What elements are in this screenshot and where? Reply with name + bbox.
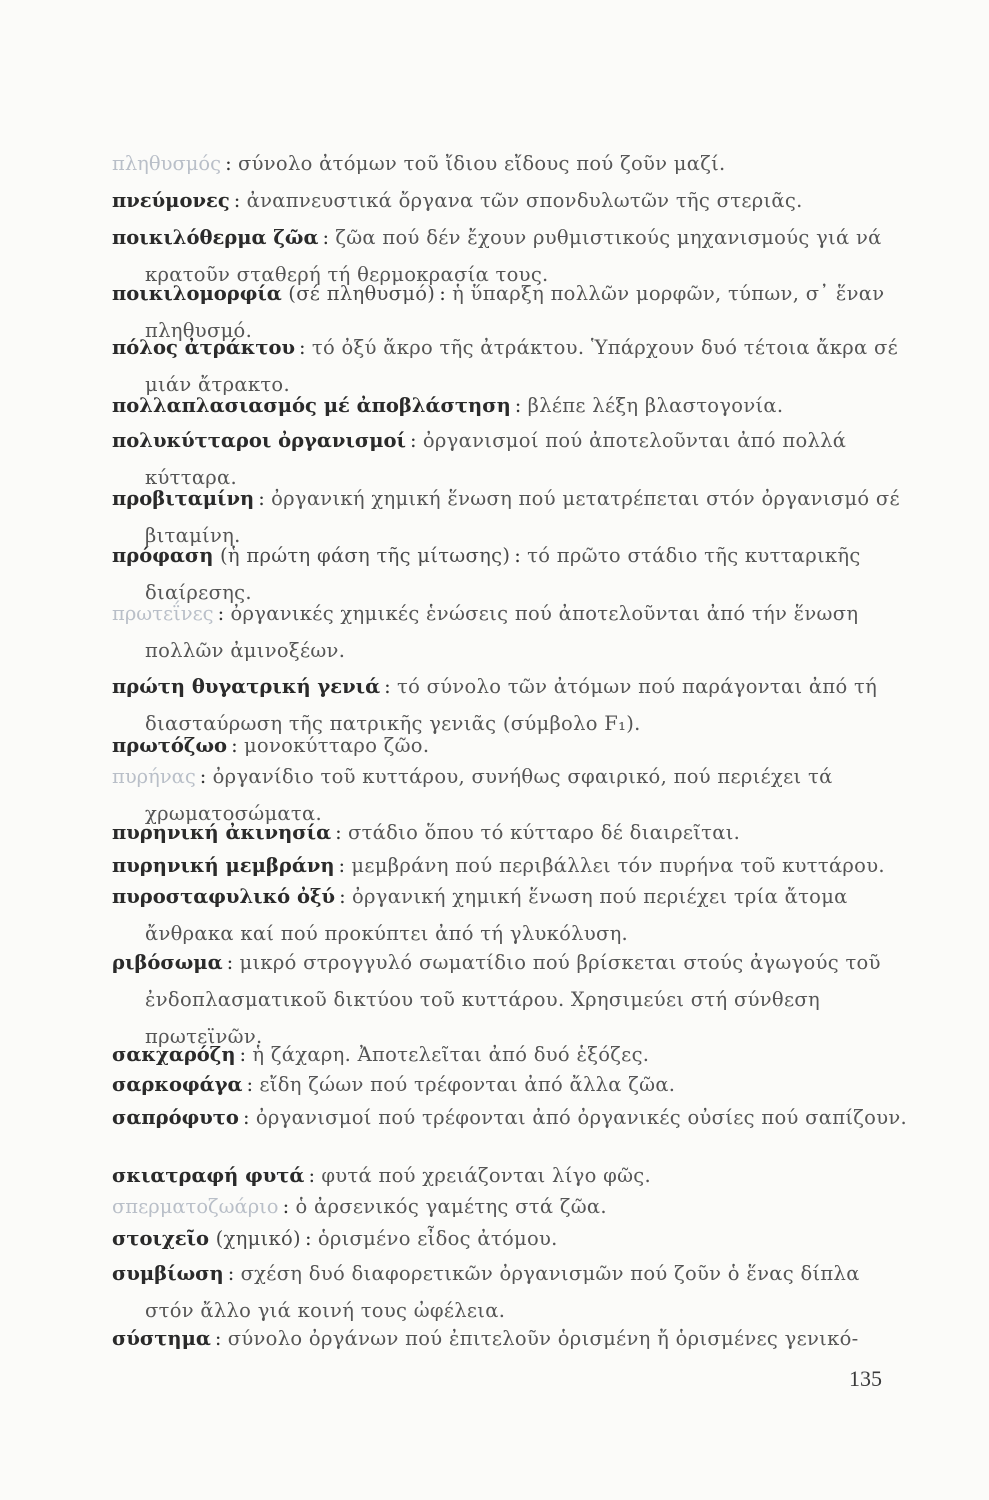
term-separator: :: [439, 282, 447, 305]
term-separator: :: [239, 1043, 247, 1066]
term-separator: :: [242, 1106, 250, 1129]
glossary-entry: [112, 814, 915, 851]
term-separator: :: [246, 1073, 254, 1096]
glossary-definition: τό πρῶτο στάδιο τῆς κυτταρικῆς διαίρεσης.: [145, 544, 861, 604]
term-separator: :: [410, 429, 417, 452]
glossary-term: ποικιλόθερμα ζῶα: [112, 226, 319, 249]
term-qualifier: (σέ πληθυσμό): [288, 282, 436, 305]
glossary-definition: φυτά πού χρειάζονται λίγο φῶς.: [321, 1164, 652, 1187]
glossary-term: σακχαρόζη: [112, 1043, 236, 1066]
glossary-term: πρόφαση: [112, 544, 214, 567]
term-separator: :: [308, 1164, 316, 1187]
glossary-term: πυροσταφυλικό ὀξύ: [112, 885, 336, 908]
term-separator: :: [226, 951, 234, 974]
glossary-definition: ὀργανίδιο τοῦ κυττάρου, συνήθως σφαιρικό, πού περιέχει τά χρωματοσώματα.: [145, 765, 833, 825]
glossary-entry: [112, 878, 915, 952]
glossary-definition: εἴδη ζώων πού τρέφονται ἀπό ἄλλα ζῶα.: [259, 1073, 676, 1096]
term-separator: :: [282, 1195, 290, 1218]
glossary-term: πρωτόζωο: [112, 734, 228, 757]
glossary-definition: ἡ ζάχαρη. Ἀποτελεῖται ἀπό δυό ἑξόζες.: [252, 1043, 650, 1066]
glossary-term: προβιταμίνη: [112, 487, 255, 510]
glossary-entry: [112, 1255, 915, 1329]
term-separator: :: [384, 675, 391, 698]
glossary-term: πνεύμονες: [112, 189, 230, 212]
glossary-definition: σχέση δυό διαφορετικῶν ὀργανισμῶν πού ζοῦν ὁ ἕνας δίπλα στόν ἄλλο γιά κοινή τους ὠφέλεια.: [145, 1262, 860, 1322]
glossary-definition: σύνολο ὀργάνων πού ἐπιτελοῦν ὁρισμένη ἤ ὁρισμένες γενικό-: [227, 1327, 859, 1350]
glossary-term: ριβόσωμα: [112, 951, 223, 974]
glossary-term: σπερματοζωάριο: [112, 1195, 279, 1218]
term-separator: :: [227, 1262, 235, 1285]
glossary-definition: ὀργανικές χημικές ἑνώσεις πού ἀποτελοῦνται ἀπό τήν ἕνωση πολλῶν ἀμινοξέων.: [145, 602, 859, 662]
term-separator: :: [335, 821, 342, 844]
glossary-entry: [112, 145, 915, 182]
glossary-definition: βλέπε λέξη βλαστογονία.: [527, 394, 784, 417]
glossary-term: σαρκοφάγα: [112, 1073, 243, 1096]
term-separator: :: [514, 544, 522, 567]
term-separator: :: [338, 854, 346, 877]
glossary-definition: ὁ ἀρσενικός γαμέτης στά ζῶα.: [295, 1195, 607, 1218]
glossary-term: συμβίωση: [112, 1262, 224, 1285]
term-separator: :: [217, 602, 225, 625]
glossary-definition: τό ὀξύ ἄκρο τῆς ἀτράκτου. Ὑπάρχουν δυό τέτοια ἄκρα σέ μιάν ἄτρακτο.: [145, 336, 898, 396]
glossary-definition: ὀργανισμοί πού ἀποτελοῦνται ἀπό πολλά κύτταρα.: [145, 429, 847, 489]
glossary-entry: [112, 1066, 915, 1103]
glossary-definition: ἡ ὕπαρξη πολλῶν μορφῶν, τύπων, σ᾿ ἕναν πληθυσμό.: [145, 282, 885, 342]
term-qualifier: (ἡ πρώτη φάση τῆς μίτωσης): [219, 544, 511, 567]
term-separator: :: [339, 885, 346, 908]
glossary-term: στοιχεῖο: [112, 1227, 210, 1250]
glossary-definition: στάδιο ὅπου τό κύτταρο δέ διαιρεῖται.: [347, 821, 741, 844]
term-separator: :: [233, 189, 241, 212]
page-number: 135: [849, 1366, 882, 1391]
glossary-term: πυρηνική μεμβράνη: [112, 854, 335, 877]
glossary-entry: [112, 387, 915, 424]
glossary-definition: τό σύνολο τῶν ἀτόμων πού παράγονται ἀπό τή διασταύρωση τῆς πατρικῆς γενιᾶς (σύμβολο F₁).: [145, 675, 878, 735]
glossary-entry: [112, 182, 915, 219]
glossary-entry: [112, 595, 915, 669]
glossary-term: πρώτη θυγατρική γενιά: [112, 675, 381, 698]
term-separator: :: [231, 734, 238, 757]
glossary-definition: ὁρισμένο εἶδος ἀτόμου.: [317, 1227, 558, 1250]
term-separator: :: [304, 1227, 312, 1250]
glossary-definition: ὀργανισμοί πού τρέφονται ἀπό ὀργανικές οὐσίες πού σαπίζουν.: [255, 1106, 908, 1129]
glossary-definition: ὀργανική χημική ἕνωση πού περιέχει τρία ἄτομα ἄνθρακα καί πού προκύπτει ἀπό τή γλυκόλυση.: [145, 885, 848, 945]
term-separator: :: [199, 765, 207, 788]
term-separator: :: [299, 336, 306, 359]
glossary-term: πυρήνας: [112, 765, 196, 788]
glossary-entry: [112, 1099, 915, 1136]
glossary-term: πρωτεΐνες: [112, 602, 214, 625]
term-qualifier: (χημικό): [215, 1227, 301, 1250]
glossary-definition: μεμβράνη πού περιβάλλει τόν πυρήνα τοῦ κυττάρου.: [351, 854, 885, 877]
glossary-term: πολλαπλασιασμός μέ ἀποβλάστηση: [112, 394, 511, 417]
glossary-definition: ἀναπνευστικά ὄργανα τῶν σπονδυλωτῶν τῆς στεριᾶς.: [246, 189, 803, 212]
glossary-definition: ὀργανική χημική ἕνωση πού μετατρέπεται στόν ὀργανισμό σέ βιταμίνη.: [145, 487, 900, 547]
glossary-term: πληθυσμός: [112, 152, 222, 175]
glossary-term: σκιατραφή φυτά: [112, 1164, 305, 1187]
glossary-definition: μονοκύτταρο ζῶο.: [243, 734, 430, 757]
glossary-entry: [112, 1320, 915, 1357]
term-separator: :: [322, 226, 330, 249]
glossary-definition: ζῶα πού δέν ἔχουν ρυθμιστικούς μηχανισμούς γιά νά κρατοῦν σταθερή τή θερμοκρασία τους.: [145, 226, 882, 286]
glossary-definition: μικρό στρογγυλό σωματίδιο πού βρίσκεται στούς ἀγωγούς τοῦ ἐνδοπλασματικοῦ δικτύου τοῦ κυττάρου. Χρησιμεύει στή σύνθεση πρωτεϊνῶν.: [145, 951, 881, 1048]
glossary-term: σαπρόφυτο: [112, 1106, 239, 1129]
glossary-entry: [112, 1220, 915, 1257]
glossary-definition: σύνολο ἀτόμων τοῦ ἴδιου εἴδους πού ζοῦν μαζί.: [237, 152, 726, 175]
glossary-term: σύστημα: [112, 1327, 211, 1350]
glossary-term: πυρηνική ἀκινησία: [112, 821, 332, 844]
glossary-term: πολυκύτταροι ὀργανισμοί: [112, 429, 406, 452]
glossary-term: ποικιλομορφία: [112, 282, 282, 305]
term-separator: :: [225, 152, 232, 175]
term-separator: :: [258, 487, 266, 510]
term-separator: :: [214, 1327, 222, 1350]
glossary-term: πόλος ἀτράκτου: [112, 336, 295, 359]
term-separator: :: [514, 394, 522, 417]
